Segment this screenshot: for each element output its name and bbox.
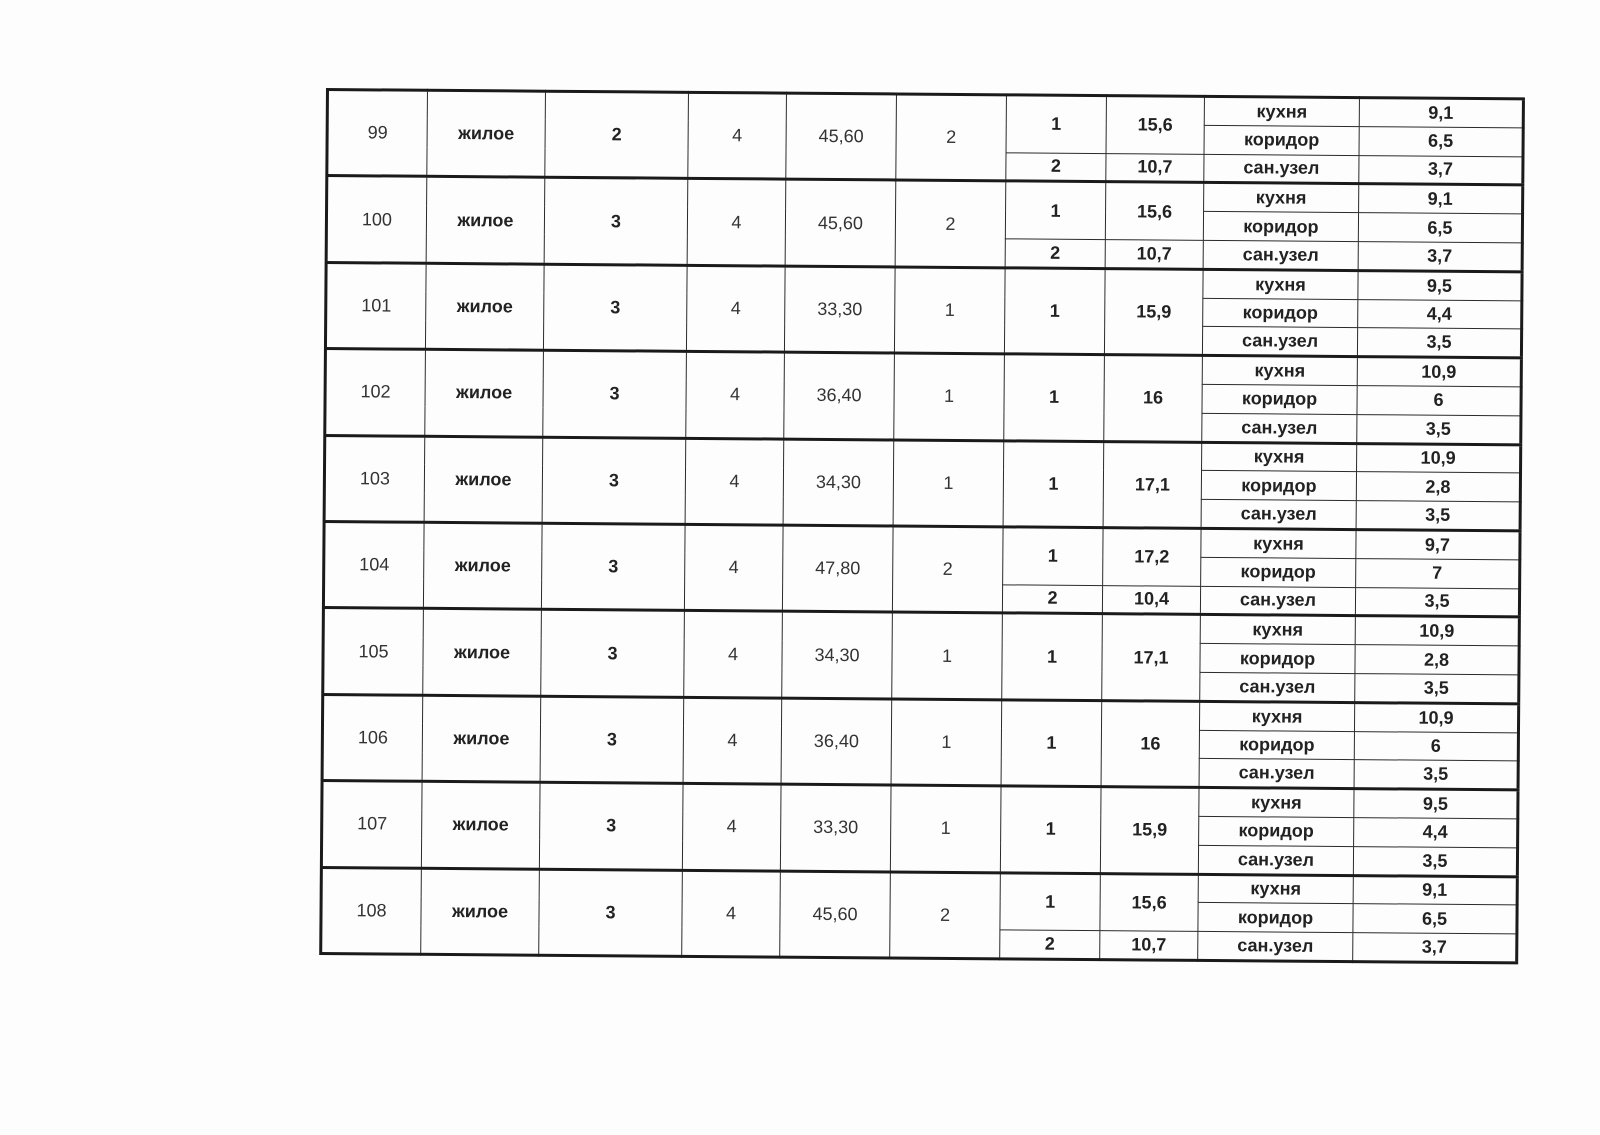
aux-room-name-cell: кухня	[1202, 356, 1357, 386]
floor-cell: 4	[684, 611, 783, 698]
aux-room-name-cell: кухня	[1199, 788, 1354, 818]
total-area-cell: 45,60	[786, 93, 897, 180]
floor-cell: 4	[683, 697, 782, 784]
room-number-cell: 2	[1000, 930, 1100, 960]
premises-type-cell: жилое	[425, 263, 544, 350]
apartment-number-cell: 104	[323, 521, 424, 608]
total-area-cell: 33,30	[784, 266, 895, 353]
aux-room-area-cell: 3,5	[1357, 414, 1521, 444]
room-area-cell: 15,6	[1106, 96, 1204, 154]
apartment-number-cell: 99	[327, 90, 428, 177]
aux-room-area-cell: 3,5	[1357, 328, 1521, 358]
entrance-cell: 3	[541, 523, 685, 611]
premises-type-cell: жилое	[427, 90, 546, 177]
rooms-count-cell: 1	[893, 440, 1004, 527]
aux-room-area-cell: 9,1	[1359, 98, 1523, 128]
floor-cell: 4	[685, 438, 784, 525]
aux-room-area-cell: 3,5	[1355, 587, 1519, 617]
apartment-row	[321, 867, 1518, 963]
apartment-number-cell: 105	[323, 608, 424, 695]
aux-room-name-cell: кухня	[1200, 615, 1355, 645]
premises-type-cell: жилое	[421, 868, 540, 955]
aux-room-name-cell: сан.узел	[1204, 154, 1359, 184]
apartment-number-cell: 100	[326, 176, 427, 263]
aux-room-name-cell: коридор	[1200, 644, 1355, 674]
aux-room-area-cell: 3,5	[1354, 760, 1518, 790]
aux-room-area-cell: 10,9	[1357, 357, 1521, 387]
room-number-cell: 1	[1000, 786, 1101, 873]
room-area-cell: 10,7	[1106, 153, 1204, 183]
entrance-cell: 3	[541, 610, 685, 698]
room-number-cell: 2	[1002, 584, 1102, 614]
rooms-count-cell: 2	[890, 871, 1001, 958]
rooms-count-cell: 1	[894, 267, 1005, 354]
aux-room-name-cell: коридор	[1203, 298, 1358, 328]
total-area-cell: 34,30	[783, 439, 894, 526]
room-number-cell: 1	[1004, 268, 1105, 355]
aux-room-area-cell: 4,4	[1358, 299, 1522, 329]
apartment-row	[325, 262, 1522, 358]
apartment-row	[326, 176, 1523, 272]
aux-room-area-cell: 9,5	[1354, 789, 1518, 819]
apartment-row	[321, 781, 1518, 877]
aux-room-name-cell: сан.узел	[1200, 586, 1355, 616]
apartment-number-cell: 101	[325, 262, 426, 349]
aux-room-name-cell: коридор	[1201, 557, 1356, 587]
total-area-cell: 36,40	[784, 352, 895, 439]
premises-type-cell: жилое	[424, 436, 543, 523]
premises-type-cell: жилое	[425, 349, 544, 436]
room-area-cell: 10,7	[1100, 931, 1198, 961]
room-area-cell: 16	[1101, 700, 1200, 787]
aux-room-area-cell: 10,9	[1357, 443, 1521, 473]
apartment-row	[323, 608, 1520, 704]
aux-room-area-cell: 3,5	[1353, 846, 1517, 876]
floor-cell: 4	[686, 265, 785, 352]
premises-type-cell: жилое	[423, 522, 542, 609]
aux-room-area-cell: 10,9	[1355, 616, 1519, 646]
aux-room-name-cell: коридор	[1202, 384, 1357, 414]
room-number-cell: 2	[1006, 152, 1106, 182]
apartment-number-cell: 103	[324, 435, 425, 522]
aux-room-area-cell: 2,8	[1356, 472, 1520, 502]
total-area-cell: 47,80	[782, 525, 893, 612]
aux-room-area-cell: 6,5	[1358, 213, 1522, 243]
aux-room-area-cell: 3,5	[1356, 501, 1520, 531]
premises-type-cell: жилое	[426, 177, 545, 264]
room-number-cell: 1	[1005, 181, 1105, 239]
rooms-count-cell: 1	[892, 612, 1003, 699]
aux-room-area-cell: 9,1	[1359, 184, 1523, 214]
apartment-number-cell: 106	[322, 694, 423, 781]
table-row	[327, 90, 1523, 128]
total-area-cell: 34,30	[782, 611, 893, 698]
aux-room-name-cell: сан.узел	[1200, 672, 1355, 702]
entrance-cell: 3	[544, 178, 688, 266]
room-number-cell: 1	[1003, 527, 1103, 585]
aux-room-name-cell: сан.узел	[1203, 240, 1358, 270]
aux-room-area-cell: 6	[1357, 386, 1521, 416]
room-number-cell: 1	[1002, 613, 1103, 700]
apartment-row	[322, 694, 1519, 790]
aux-room-area-cell: 10,9	[1354, 702, 1518, 732]
rooms-count-cell: 1	[891, 699, 1002, 786]
room-area-cell: 15,9	[1104, 268, 1203, 355]
floor-cell: 4	[682, 783, 781, 870]
aux-room-area-cell: 3,7	[1353, 933, 1517, 963]
aux-room-name-cell: коридор	[1204, 125, 1359, 155]
entrance-cell: 3	[539, 869, 683, 957]
aux-room-area-cell: 3,5	[1355, 674, 1519, 704]
rooms-count-cell: 2	[895, 180, 1006, 267]
aux-room-name-cell: сан.узел	[1198, 845, 1353, 875]
floor-cell: 4	[682, 870, 781, 957]
apartment-number-cell: 102	[325, 349, 426, 436]
room-number-cell: 1	[1004, 354, 1105, 441]
room-number-cell: 1	[1000, 872, 1100, 930]
total-area-cell: 45,60	[780, 871, 891, 958]
aux-room-name-cell: кухня	[1198, 874, 1353, 904]
aux-room-area-cell: 6,5	[1359, 126, 1523, 156]
floor-cell: 4	[686, 352, 785, 439]
rooms-count-cell: 2	[896, 94, 1007, 181]
rooms-count-cell: 1	[890, 785, 1001, 872]
premises-type-cell: жилое	[422, 695, 541, 782]
room-number-cell: 1	[1003, 440, 1104, 527]
aux-room-area-cell: 7	[1356, 558, 1520, 588]
room-area-cell: 17,2	[1103, 528, 1201, 586]
aux-room-area-cell: 9,1	[1353, 875, 1517, 905]
apartment-row	[327, 90, 1524, 186]
premises-type-cell: жилое	[423, 609, 542, 696]
room-area-cell: 15,6	[1100, 873, 1198, 931]
aux-room-area-cell: 9,5	[1358, 270, 1522, 300]
room-number-cell: 1	[1001, 700, 1102, 787]
aux-room-name-cell: кухня	[1204, 183, 1359, 213]
aux-room-name-cell: кухня	[1199, 701, 1354, 731]
aux-room-area-cell: 6	[1354, 731, 1518, 761]
aux-room-name-cell: коридор	[1199, 730, 1354, 760]
aux-room-name-cell: сан.узел	[1202, 327, 1357, 357]
aux-room-name-cell: кухня	[1204, 96, 1359, 126]
apartments-table	[319, 88, 1525, 964]
apartment-row	[325, 349, 1522, 445]
total-area-cell: 33,30	[780, 784, 891, 871]
room-area-cell: 10,7	[1105, 240, 1203, 270]
entrance-cell: 3	[539, 782, 683, 870]
aux-room-area-cell: 2,8	[1355, 645, 1519, 675]
aux-room-name-cell: коридор	[1201, 471, 1356, 501]
aux-room-name-cell: коридор	[1199, 816, 1354, 846]
aux-room-area-cell: 9,7	[1356, 530, 1520, 560]
rooms-count-cell: 2	[892, 526, 1003, 613]
room-number-cell: 2	[1005, 239, 1105, 269]
aux-room-name-cell: кухня	[1202, 442, 1357, 472]
apartment-number-cell: 107	[321, 781, 422, 868]
room-area-cell: 17,1	[1102, 614, 1201, 701]
aux-room-name-cell: кухня	[1201, 528, 1356, 558]
aux-room-name-cell: сан.узел	[1202, 413, 1357, 443]
aux-room-name-cell: коридор	[1198, 903, 1353, 933]
rooms-count-cell: 1	[894, 353, 1005, 440]
room-area-cell: 17,1	[1103, 441, 1202, 528]
floor-cell: 4	[687, 179, 786, 266]
floor-cell: 4	[684, 524, 783, 611]
aux-room-name-cell: сан.узел	[1201, 500, 1356, 530]
apartment-row	[323, 521, 1520, 617]
apartment-row	[324, 435, 1521, 531]
room-area-cell: 15,6	[1105, 182, 1203, 240]
entrance-cell: 3	[542, 437, 686, 525]
room-area-cell: 10,4	[1102, 585, 1200, 615]
aux-room-area-cell: 3,7	[1359, 155, 1523, 185]
entrance-cell: 3	[543, 264, 687, 352]
entrance-cell: 3	[540, 696, 684, 784]
apartment-number-cell: 108	[321, 867, 422, 954]
entrance-cell: 2	[545, 91, 689, 179]
entrance-cell: 3	[543, 350, 687, 438]
aux-room-name-cell: сан.узел	[1199, 759, 1354, 789]
floor-cell: 4	[688, 92, 787, 179]
aux-room-name-cell: кухня	[1203, 269, 1358, 299]
aux-room-area-cell: 6,5	[1353, 904, 1517, 934]
aux-room-area-cell: 3,7	[1358, 242, 1522, 272]
total-area-cell: 36,40	[781, 698, 892, 785]
premises-type-cell: жилое	[421, 781, 540, 868]
aux-room-name-cell: сан.узел	[1198, 931, 1353, 961]
room-area-cell: 16	[1104, 355, 1203, 442]
room-area-cell: 15,9	[1100, 787, 1199, 874]
aux-room-name-cell: коридор	[1203, 212, 1358, 242]
aux-room-area-cell: 4,4	[1354, 818, 1518, 848]
total-area-cell: 45,60	[785, 180, 896, 267]
room-number-cell: 1	[1006, 95, 1106, 153]
